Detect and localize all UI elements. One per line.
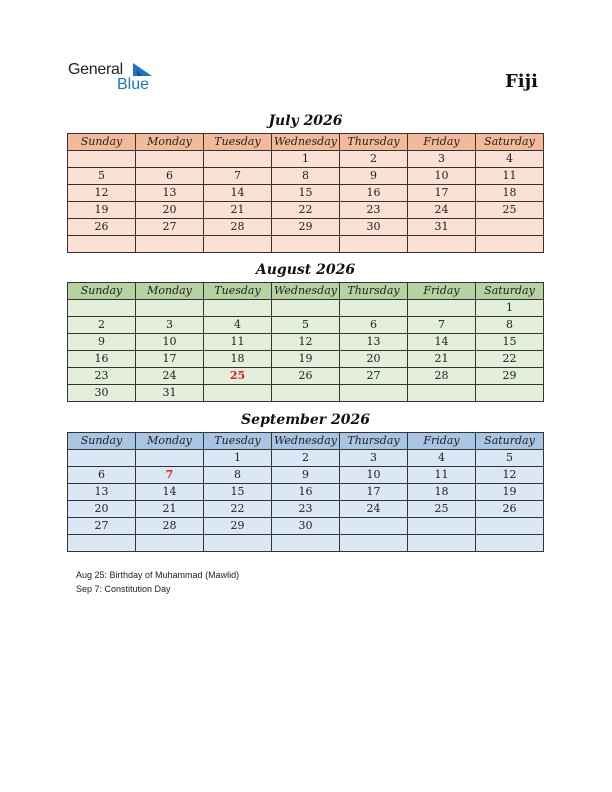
day-cell — [204, 236, 272, 253]
holiday-note: Aug 25: Birthday of Muhammad (Mawlid) — [76, 570, 240, 580]
day-cell — [68, 535, 136, 552]
week-row — [68, 236, 544, 253]
day-cell: 28 — [204, 219, 272, 236]
day-cell: 9 — [272, 467, 340, 484]
day-cell: 7 — [204, 168, 272, 185]
week-row — [68, 501, 544, 518]
day-cell — [408, 236, 476, 253]
day-cell: 13 — [340, 334, 408, 351]
day-cell: 20 — [340, 351, 408, 368]
day-cell: 17 — [136, 351, 204, 368]
day-cell — [340, 518, 408, 535]
day-cell: 11 — [476, 168, 544, 185]
day-cell — [476, 518, 544, 535]
week-row — [68, 484, 544, 501]
day-cell — [136, 300, 204, 317]
day-cell: 19 — [476, 484, 544, 501]
day-cell — [204, 300, 272, 317]
day-cell: 6 — [136, 168, 204, 185]
day-cell: 17 — [408, 185, 476, 202]
week-row — [68, 467, 544, 484]
day-cell: 10 — [408, 168, 476, 185]
month-title-august: August 2026 — [255, 262, 356, 278]
day-cell: 25 — [476, 202, 544, 219]
calendar-august — [67, 282, 544, 402]
week-row — [68, 300, 544, 317]
day-cell: 5 — [272, 317, 340, 334]
logo-triangle-icon — [133, 63, 153, 77]
day-cell: 12 — [476, 467, 544, 484]
weekday-header: Sunday — [68, 283, 136, 300]
week-row — [68, 368, 544, 385]
day-cell: 2 — [68, 317, 136, 334]
day-cell: 7 — [136, 467, 204, 484]
calendar-july — [67, 133, 544, 253]
day-cell: 4 — [408, 450, 476, 467]
day-cell: 1 — [204, 450, 272, 467]
day-cell: 11 — [408, 467, 476, 484]
day-cell: 29 — [204, 518, 272, 535]
weekday-header: Tuesday — [204, 134, 272, 151]
day-cell: 1 — [272, 151, 340, 168]
day-cell: 14 — [204, 185, 272, 202]
day-cell — [68, 236, 136, 253]
day-cell — [408, 300, 476, 317]
weekday-header: Tuesday — [204, 433, 272, 450]
day-cell — [136, 236, 204, 253]
weekday-header: Friday — [408, 134, 476, 151]
day-cell: 11 — [204, 334, 272, 351]
day-cell: 8 — [272, 168, 340, 185]
day-cell: 15 — [476, 334, 544, 351]
day-cell: 26 — [68, 219, 136, 236]
week-row — [68, 185, 544, 202]
day-cell: 19 — [68, 202, 136, 219]
day-cell: 2 — [340, 151, 408, 168]
day-cell: 8 — [204, 467, 272, 484]
day-cell: 25 — [408, 501, 476, 518]
day-cell — [340, 300, 408, 317]
weekday-header: Sunday — [68, 134, 136, 151]
day-cell: 21 — [408, 351, 476, 368]
day-cell: 9 — [340, 168, 408, 185]
month-title-september: September 2026 — [241, 412, 370, 428]
day-cell: 18 — [476, 185, 544, 202]
day-cell: 7 — [408, 317, 476, 334]
week-row — [68, 202, 544, 219]
day-cell — [136, 535, 204, 552]
weekday-header: Thursday — [340, 433, 408, 450]
week-row — [68, 219, 544, 236]
day-cell: 4 — [204, 317, 272, 334]
day-cell — [204, 385, 272, 402]
weekday-header: Monday — [136, 134, 204, 151]
weekday-header: Tuesday — [204, 283, 272, 300]
day-cell — [408, 385, 476, 402]
day-cell — [340, 236, 408, 253]
day-cell: 10 — [340, 467, 408, 484]
day-cell: 13 — [136, 185, 204, 202]
week-row — [68, 450, 544, 467]
day-cell — [68, 151, 136, 168]
logo-text-general: General — [68, 61, 123, 78]
day-cell: 16 — [68, 351, 136, 368]
week-row — [68, 168, 544, 185]
day-cell: 31 — [136, 385, 204, 402]
day-cell: 26 — [272, 368, 340, 385]
day-cell: 28 — [136, 518, 204, 535]
day-cell: 2 — [272, 450, 340, 467]
weekday-header: Saturday — [476, 433, 544, 450]
weekday-header: Sunday — [68, 433, 136, 450]
day-cell — [204, 151, 272, 168]
day-cell: 3 — [408, 151, 476, 168]
day-cell: 24 — [340, 501, 408, 518]
day-cell: 20 — [136, 202, 204, 219]
day-cell — [272, 236, 340, 253]
day-cell: 28 — [408, 368, 476, 385]
day-cell: 22 — [272, 202, 340, 219]
day-cell: 29 — [476, 368, 544, 385]
day-cell: 26 — [476, 501, 544, 518]
day-cell — [204, 535, 272, 552]
week-row — [68, 334, 544, 351]
day-cell: 22 — [204, 501, 272, 518]
day-cell: 4 — [476, 151, 544, 168]
day-cell: 12 — [272, 334, 340, 351]
day-cell: 22 — [476, 351, 544, 368]
day-cell — [68, 300, 136, 317]
day-cell: 10 — [136, 334, 204, 351]
day-cell: 27 — [340, 368, 408, 385]
day-cell: 27 — [136, 219, 204, 236]
weekday-header: Wednesday — [272, 283, 340, 300]
day-cell — [408, 518, 476, 535]
day-cell — [68, 450, 136, 467]
day-cell: 25 — [204, 368, 272, 385]
week-row — [68, 385, 544, 402]
day-cell: 24 — [408, 202, 476, 219]
month-title-july: July 2026 — [268, 113, 343, 129]
day-cell — [476, 535, 544, 552]
day-cell: 13 — [68, 484, 136, 501]
day-cell: 1 — [476, 300, 544, 317]
day-cell: 23 — [272, 501, 340, 518]
day-cell — [272, 535, 340, 552]
day-cell: 3 — [340, 450, 408, 467]
day-cell: 21 — [136, 501, 204, 518]
day-cell: 29 — [272, 219, 340, 236]
weekday-header: Wednesday — [272, 433, 340, 450]
week-row — [68, 351, 544, 368]
day-cell: 23 — [340, 202, 408, 219]
weekday-header: Monday — [136, 433, 204, 450]
week-row — [68, 535, 544, 552]
day-cell: 20 — [68, 501, 136, 518]
day-cell: 30 — [272, 518, 340, 535]
day-cell: 3 — [136, 317, 204, 334]
week-row — [68, 151, 544, 168]
country-name: Fiji — [505, 71, 538, 92]
day-cell: 21 — [204, 202, 272, 219]
logo — [68, 61, 168, 97]
day-cell — [136, 450, 204, 467]
day-cell: 31 — [408, 219, 476, 236]
day-cell — [408, 535, 476, 552]
day-cell: 18 — [408, 484, 476, 501]
weekday-header: Thursday — [340, 134, 408, 151]
day-cell: 27 — [68, 518, 136, 535]
day-cell — [476, 236, 544, 253]
day-cell: 16 — [340, 185, 408, 202]
weekday-header: Saturday — [476, 283, 544, 300]
day-cell: 18 — [204, 351, 272, 368]
day-cell — [340, 535, 408, 552]
weekday-header: Wednesday — [272, 134, 340, 151]
day-cell: 17 — [340, 484, 408, 501]
day-cell — [476, 219, 544, 236]
holiday-note: Sep 7: Constitution Day — [76, 584, 171, 594]
day-cell: 8 — [476, 317, 544, 334]
day-cell: 14 — [408, 334, 476, 351]
day-cell — [136, 151, 204, 168]
week-row — [68, 518, 544, 535]
day-cell: 6 — [340, 317, 408, 334]
day-cell — [272, 300, 340, 317]
day-cell: 19 — [272, 351, 340, 368]
week-row — [68, 317, 544, 334]
weekday-header: Friday — [408, 283, 476, 300]
day-cell: 24 — [136, 368, 204, 385]
day-cell: 5 — [476, 450, 544, 467]
day-cell — [272, 385, 340, 402]
holiday-notes — [76, 568, 239, 596]
day-cell — [340, 385, 408, 402]
weekday-header: Monday — [136, 283, 204, 300]
day-cell: 23 — [68, 368, 136, 385]
day-cell: 30 — [68, 385, 136, 402]
day-cell: 6 — [68, 467, 136, 484]
weekday-header: Friday — [408, 433, 476, 450]
day-cell: 14 — [136, 484, 204, 501]
day-cell — [476, 385, 544, 402]
day-cell: 30 — [340, 219, 408, 236]
day-cell: 5 — [68, 168, 136, 185]
day-cell: 12 — [68, 185, 136, 202]
weekday-header: Saturday — [476, 134, 544, 151]
calendar-september — [67, 432, 544, 552]
day-cell: 16 — [272, 484, 340, 501]
day-cell: 15 — [204, 484, 272, 501]
logo-text-blue: Blue — [117, 76, 150, 93]
day-cell: 15 — [272, 185, 340, 202]
day-cell: 9 — [68, 334, 136, 351]
weekday-header: Thursday — [340, 283, 408, 300]
